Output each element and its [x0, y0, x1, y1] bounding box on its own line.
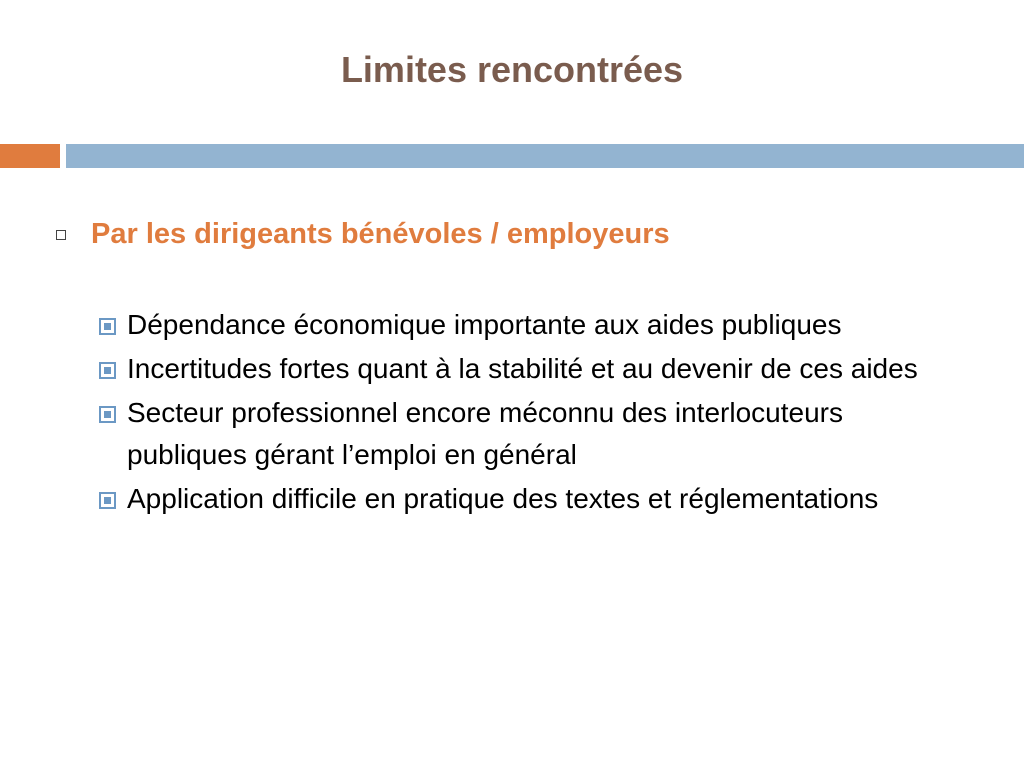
sub-bullet-list [98, 304, 968, 522]
divider-main-bar [66, 144, 1024, 168]
list-item [98, 478, 968, 520]
heading-bullet-text: Par les dirigeants bénévoles / employeurs [91, 218, 670, 250]
list-item-text: Dépendance économique importante aux aides publiques [127, 309, 842, 340]
boxed-square-icon [99, 318, 116, 335]
divider-accent-bar [0, 144, 60, 168]
list-item-text: Secteur professionnel encore méconnu des interlocuteurs publiques gérant l’emploi en général [127, 397, 843, 470]
list-item [98, 304, 968, 346]
slide-title: Limites rencontrées [340, 49, 684, 90]
list-item-text: Application difficile en pratique des textes et réglementations [127, 483, 879, 514]
heading-bullet-item [56, 213, 996, 257]
boxed-square-icon [99, 362, 116, 379]
boxed-square-icon [99, 492, 116, 509]
list-item [98, 392, 968, 476]
hollow-square-icon [56, 230, 66, 240]
list-item [98, 348, 968, 390]
boxed-square-icon [99, 406, 116, 423]
list-item-text: Incertitudes fortes quant à la stabilité et au devenir de ces aides [127, 353, 918, 384]
